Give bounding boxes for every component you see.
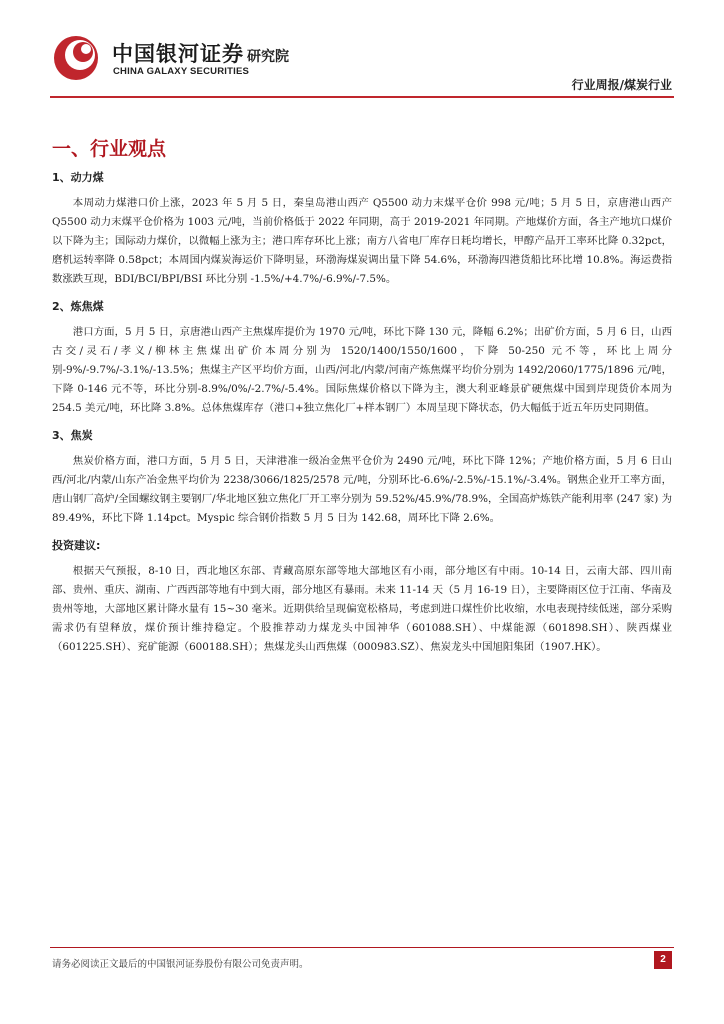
brand-name-en: CHINA GALAXY SECURITIES (113, 66, 250, 77)
sub-heading-investment-advice: 投资建议: (52, 539, 101, 552)
sub-heading-coke: 3、焦炭 (52, 429, 93, 442)
footer-divider (50, 947, 674, 948)
paragraph-investment-advice: 根据天气预报，8-10 日，西北地区东部、青藏高原东部等地大部地区有小雨，部分地区有中雨。10-14 日，云南大部、四川南部、贵州、重庆、湖南、广西西部等地有中到大雨，部分地区有暴雨。未来 11-14 天（5 月 16-19 日），主要降雨区位于江南、华南及贵州等地，大部地区累计降水量有 15~30 毫米。近期供给呈现偏宽松格局，考虑到进口煤性价比收缩，水电表现持续低迷，部分采购需求仍有望释放，煤价预计维持稳定。个股推荐动力煤龙头中国神华（601088.SH）、中煤能源（601898.SH）、陕西煤业（601225.SH）、兖矿能源（600188.SH）；焦煤龙头山西焦煤（000983.SZ）、焦炭龙头中国旭阳集团（1907.HK）。 (52, 565, 672, 653)
sub-heading-thermal-coal: 1、动力煤 (52, 171, 104, 184)
paragraph-thermal-coal: 本周动力煤港口价上涨，2023 年 5 月 5 日，秦皇岛港山西产 Q5500 动力末煤平仓价 998 元/吨；5 月 5 日，京唐港山西产 Q5500 动力末煤平仓价格为 1003 元/吨，当前价格低于 2022 年同期，高于 2019-2021 年同期。产地煤价方面，各主产地坑口煤价以下降为主；国际动力煤价，以微幅上涨为主；港口库存环比上涨；南方八省电厂库存日耗均增长，甲醇产品开工率环比降 0.32pct，磨机运转率降 0.58pct；本周国内煤炭海运价下降明显，环渤海煤炭调出量下降 54.6%，环渤海四港货船比环比增 10.8%。海运费指数涨跌互现，BDI/BCI/BPI/BSI 环比分别 -1.5%/+4.7%/-6.9%/-7.5%。 (52, 197, 672, 285)
brand-subtitle: 研究院 (247, 49, 289, 65)
header-divider (50, 96, 674, 98)
paragraph-coke: 焦炭价格方面，港口方面，5 月 5 日，天津港准一级冶金焦平仓价为 2490 元/吨，环比下降 12%；产地价格方面，5 月 6 日山西/河北/内蒙/山东产冶金焦平均价为 2238/3066/1825/2578 元/吨，分别环比-6.6%/-2.5%/-15.1%/-3.4%。钢焦企业开工率方面，唐山钢厂高炉/全国螺纹钢主要钢厂/华北地区独立焦化厂开工率分别为 59.52%/45.9%/78.9%，全国高炉炼铁产能利用率 (247 家) 为 89.49%，环比下降 1.14pct。Myspic 综合钢价指数 5 月 5 日为 142.68，周环比下降 2.6%。 (52, 455, 672, 524)
china-galaxy-logo-icon (52, 34, 100, 82)
footer-disclaimer: 请务必阅读正文最后的中国银河证券股份有限公司免责声明。 (52, 959, 309, 970)
page-number: 2 (654, 951, 672, 969)
sub-heading-coking-coal: 2、炼焦煤 (52, 300, 104, 313)
brand-name-cn: 中国银河证券 (112, 42, 244, 66)
section-title: 一、行业观点 (52, 138, 167, 160)
report-type: 行业周报/煤炭行业 (571, 78, 672, 92)
main-content (52, 134, 672, 666)
paragraph-coking-coal: 港口方面，5 月 5 日，京唐港山西产主焦煤库提价为 1970 元/吨，环比下降 130 元，降幅 6.2%；出矿价方面，5 月 6 日，山西古交/灵石/孝义/柳林主焦煤出矿价本周分别为 1520/1400/1550/1600，下降 50-250 元不等，环比上周分别-9%/-9.7%/-3.1%/-13.5%；焦煤主产区平均价方面，山西/河北/内蒙/河南产炼焦煤平均价分别为 1492/2060/1775/1896 元/吨，下降 0-146 元不等，环比分别-8.9%/0%/-2.7%/-5.4%。国际焦煤价格以下降为主，澳大利亚峰景矿硬焦煤中国到岸现货价本周为 254.5 美元/吨，环比降 3.8%。总体焦煤库存（港口+独立焦化厂+样本钢厂）本周呈现下降状态，仍大幅低于近五年历史同期值。 (52, 326, 672, 414)
